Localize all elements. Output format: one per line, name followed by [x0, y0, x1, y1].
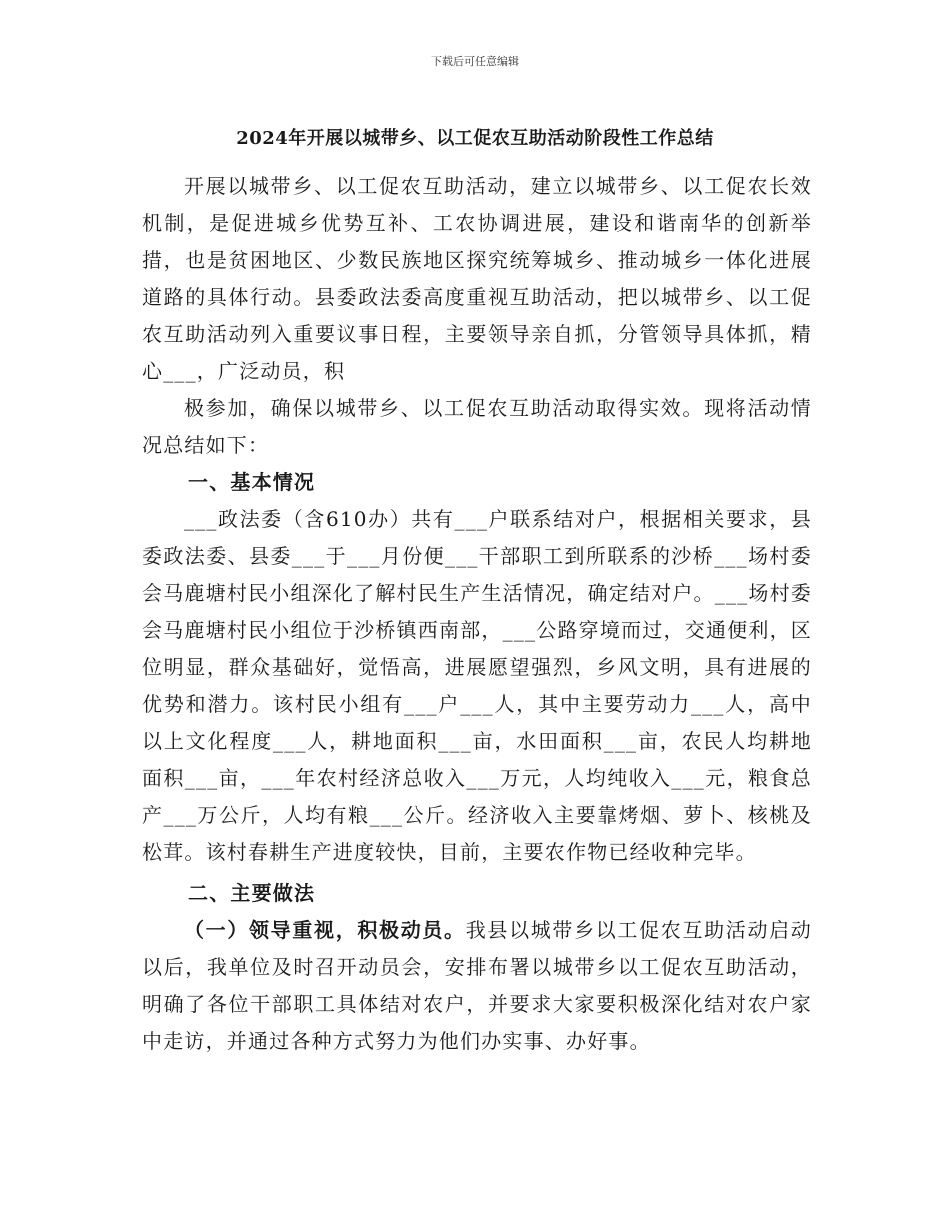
- document-body: [142, 168, 812, 1060]
- section-heading-practices: 二、主要做法: [188, 881, 316, 905]
- section-heading-basic: 一、基本情况: [188, 470, 316, 494]
- section-practices-text: [142, 912, 812, 1060]
- intro-paragraph: 开展以城带乡、以工促农互助活动，建立以城带乡、以工促农长效机制，是促进城乡优势互补、工农协调进展，建设和谐南华的创新举措，也是贫困地区、少数民族地区探究统筹城乡、推动城乡一体化进展道路的具体行动。县委政法委高度重视互助活动，把以城带乡、以工促农互助活动列入重要议事日程，主要领导亲自抓，分管领导具体抓，精心___，广泛动员，积: [142, 174, 812, 383]
- section-basic-text: ___政法委（含610办）共有___户联系结对户，根据相关要求，县委政法委、县委___于___月份便___干部职工到所联系的沙桥___场村委会马鹿塘村民小组深化了解村民生产生活情况，确定结对户。___场村委会马鹿塘村民小组位于沙桥镇西南部，___公路穿境而过，交通便利，区位明显，群众基础好，觉悟高，进展愿望强烈，乡风文明，具有进展的优势和潜力。该村民小组有___户___人，其中主要劳动力___人，高中以上文化程度___人，耕地面积___亩，水田面积___亩，农民人均耕地面积___亩，___年农村经济总收入___万元，人均纯收入___元，粮食总产___万公斤，人均有粮___公斤。经济收入主要靠烤烟、萝卜、核桃及松茸。该村春耕生产进度较快，目前，主要农作物已经收种完毕。: [142, 507, 812, 864]
- document-title: 2024年开展以城带乡、以工促农互助活动阶段性工作总结: [236, 128, 714, 149]
- page-header: 下载后可任意编辑: [431, 55, 519, 68]
- subsection-text: 我县以城带乡以工促农互助活动启动以后，我单位及时召开动员会，安排布署以城带乡以工促农互助活动，明确了各位干部职工具体结对农户，并要求大家要积极深化结对农户家中走访，并通过各种方式努力为他们办实事、办好事。: [142, 918, 812, 1053]
- intro-paragraph-continued: 极参加，确保以城带乡、以工促农互助活动取得实效。现将活动情况总结如下：: [142, 396, 812, 457]
- subsection-heading: （一）领导重视，积极动员。: [184, 918, 466, 942]
